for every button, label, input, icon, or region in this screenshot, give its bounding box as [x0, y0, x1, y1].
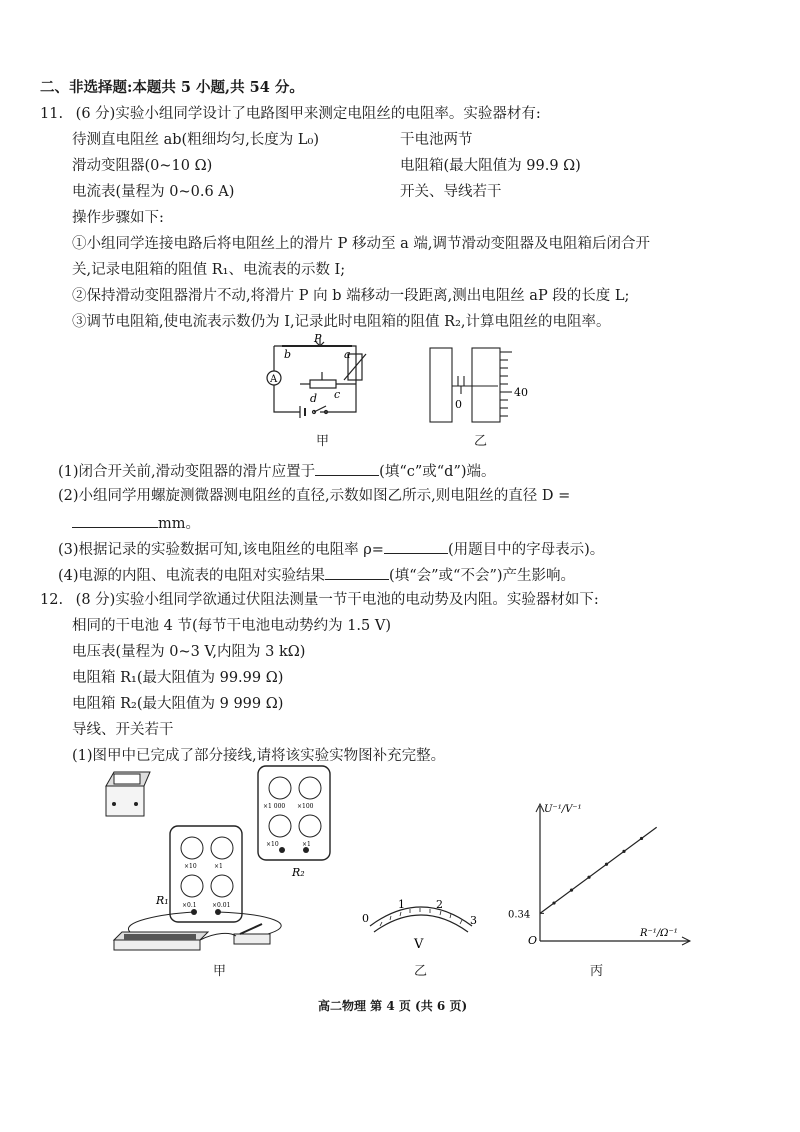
chart-bing — [500, 796, 700, 956]
data-point — [640, 837, 643, 840]
answer-blank-1[interactable] — [315, 460, 379, 476]
data-point — [587, 876, 590, 879]
label-R1: R₁ — [156, 894, 169, 907]
r2-dial-1: ×100 — [297, 803, 314, 810]
r1-dial-0: ×10 — [184, 863, 197, 870]
q11-sub4-text: (4)电源的内阻、电流表的电阻对实验结果 — [58, 568, 326, 584]
q11-sub3-text: (3)根据记录的实验数据可知,该电阻丝的电阻率 ρ= — [58, 542, 384, 558]
dial-tick-2: 2 — [436, 898, 443, 911]
q12-fig-bing-caption: 丙 — [590, 964, 604, 979]
dial-tick-0: 0 — [362, 912, 369, 925]
q11-sub1-text: (1)闭合开关前,滑动变阻器的滑片应置于 — [58, 464, 316, 480]
micrometer-label-0: 0 — [455, 398, 462, 411]
label-a: a — [344, 348, 351, 361]
q11-sub2: (2)小组同学用螺旋测微器测电阻丝的直径,示数如图乙所示,则电阻丝的直径 D = — [58, 488, 571, 504]
r1-dial-3: ×0.01 — [212, 902, 231, 909]
answer-blank-3[interactable] — [384, 538, 448, 554]
q11-step2: ②保持滑动变阻器滑片不动,将滑片 P 向 b 端移动一段距离,测出电阻丝 aP 段的长度 L; — [72, 288, 630, 304]
q12-fig-yi-caption: 乙 — [414, 964, 428, 979]
q11-stem-text: (6 分)实验小组同学设计了电路图甲来测定电阻丝的电阻率。实验器材有: — [75, 106, 541, 122]
q11-stem — [40, 104, 541, 124]
label-A: A — [270, 374, 278, 385]
data-point — [570, 889, 573, 892]
r2-dial-0: ×1 000 — [263, 803, 286, 810]
q11-fig-jia-caption: 甲 — [316, 434, 330, 449]
q11-sub2-line2 — [72, 512, 200, 534]
q12-stem — [40, 590, 599, 610]
label-d: d — [310, 392, 318, 405]
data-point — [552, 901, 555, 904]
r1-dial-1: ×1 — [214, 863, 223, 870]
q11-sub3 — [58, 538, 604, 560]
battery-pack-icon — [114, 932, 208, 950]
page-footer: 高二物理 第 4 页 (共 6 页) — [318, 999, 468, 1013]
dial-unit: V — [414, 937, 424, 952]
q11-circuit-diagram — [260, 334, 390, 444]
r1-dial-2: ×0.1 — [182, 902, 197, 909]
r2-dial-3: ×1 — [302, 841, 311, 848]
q11-step3: ③调节电阻箱,使电流表示数仍为 I,记录此时电阻箱的阻值 R₂,计算电阻丝的电阻率。 — [72, 314, 611, 330]
dial-tick-1: 1 — [398, 898, 405, 911]
q12-fig-jia-caption: 甲 — [213, 964, 227, 979]
fit-line — [540, 827, 657, 913]
q12-sub1: (1)图甲中已完成了部分接线,请将该实验实物图补充完整。 — [72, 748, 446, 764]
r2-dial-2: ×10 — [266, 841, 279, 848]
q12-number: 12. — [40, 592, 64, 608]
y-axis-label: U⁻¹/V⁻¹ — [544, 804, 582, 815]
q12-item-3: 电阻箱 R₂(最大阻值为 9 999 Ω) — [72, 696, 284, 712]
q11-sub4-tail: (填“会”或“不会”)产生影响。 — [389, 568, 576, 584]
y-tick-label: 0.34 — [508, 909, 531, 921]
answer-blank-4[interactable] — [325, 564, 389, 580]
switch-icon — [234, 924, 270, 944]
q12-stem-text: (8 分)实验小组同学欲通过伏阻法测量一节干电池的电动势及内阻。实验器材如下: — [75, 592, 599, 608]
q11-equip-2-left: 电流表(量程为 0~0.6 A) — [72, 184, 235, 200]
section-title: 二、非选择题:本题共 5 小题,共 54 分。 — [40, 79, 304, 96]
q11-equip-1-left: 滑动变阻器(0~10 Ω) — [72, 158, 213, 174]
x-axis-label: R⁻¹/Ω⁻¹ — [640, 928, 678, 939]
q12-item-4: 导线、开关若干 — [72, 722, 174, 738]
data-point — [622, 850, 625, 853]
q11-equip-2-right: 开关、导线若干 — [400, 184, 502, 200]
q12-item-0: 相同的干电池 4 节(每节干电池电动势约为 1.5 V) — [72, 618, 392, 634]
resistance-box-r1 — [170, 826, 242, 922]
data-point — [605, 863, 608, 866]
q11-sub3-tail: (用题目中的字母表示)。 — [447, 542, 605, 558]
q11-step1b: 关,记录电阻箱的阻值 R₁、电流表的示数 I; — [72, 262, 346, 278]
voltmeter-icon — [106, 772, 150, 816]
q11-sub1-tail: (填“c”或“d”)端。 — [379, 464, 496, 480]
q12-apparatus-diagram — [100, 764, 340, 964]
q11-equip-1-right: 电阻箱(最大阻值为 99.9 Ω) — [400, 158, 581, 174]
q11-equip-0-left: 待测直电阻丝 ab(粗细均匀,长度为 L₀) — [72, 132, 320, 148]
dial-tick-3: 3 — [470, 914, 477, 927]
label-P: P — [314, 334, 322, 345]
q11-sub2-unit: mm。 — [158, 516, 200, 532]
label-b: b — [284, 348, 292, 361]
q11-number: 11. — [40, 106, 64, 122]
origin-label: O — [528, 934, 538, 947]
micrometer-label-40: 40 — [514, 386, 528, 399]
q11-equip-0-right: 干电池两节 — [400, 132, 473, 148]
voltmeter-dial-diagram — [356, 896, 486, 956]
q11-steps-title: 操作步骤如下: — [72, 210, 164, 226]
answer-blank-2[interactable] — [72, 512, 158, 528]
label-c: c — [334, 388, 341, 401]
q11-sub1 — [58, 460, 496, 482]
q11-sub4 — [58, 564, 575, 586]
q12-item-2: 电阻箱 R₁(最大阻值为 99.99 Ω) — [72, 670, 284, 686]
q11-fig-yi-caption: 乙 — [474, 434, 488, 449]
label-R2: R₂ — [292, 866, 305, 879]
q12-item-1: 电压表(量程为 0~3 V,内阻为 3 kΩ) — [72, 644, 306, 660]
micrometer-diagram — [428, 346, 538, 430]
q11-step1a: ①小组同学连接电路后将电阻丝上的滑片 P 移动至 a 端,调节滑动变阻器及电阻箱后闭合开 — [72, 236, 650, 252]
